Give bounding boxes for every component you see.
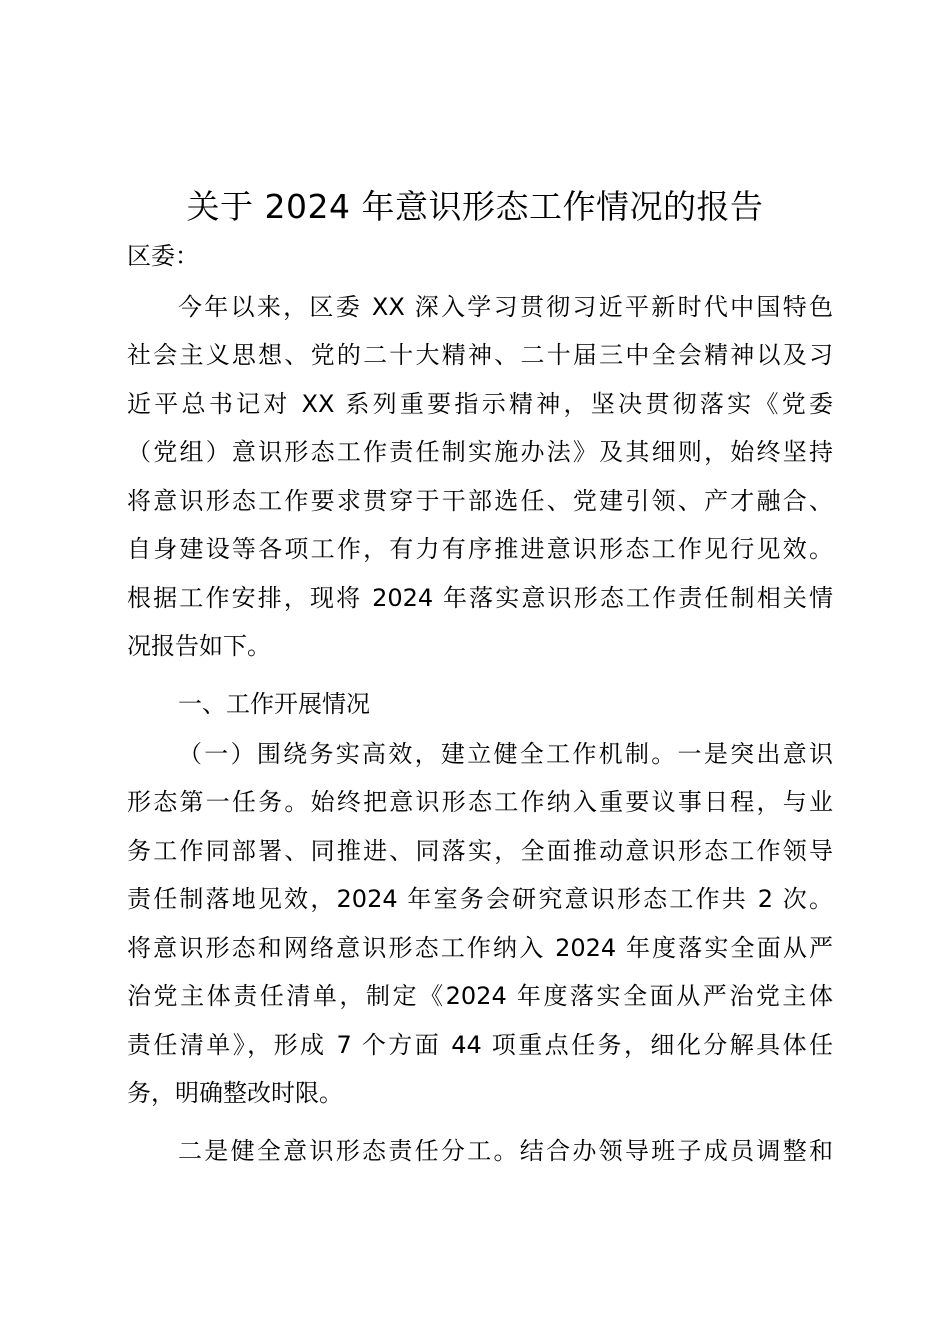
paragraph-line: 根据工作安排，现将 2024 年落实意识形态工作责任制相关情 xyxy=(127,584,833,612)
paragraph-line: 将意识形态工作要求贯穿于干部选任、党建引领、产才融合、 xyxy=(127,487,833,515)
paragraph-line: （党组）意识形态工作责任制实施办法》及其细则，始终坚持 xyxy=(127,438,833,466)
salutation: 区委： xyxy=(127,242,199,270)
paragraph-line: 社会主义思想、党的二十大精神、二十届三中全会精神以及习 xyxy=(127,341,833,369)
paragraph-line: （一）围绕务实高效，建立健全工作机制。一是突出意识 xyxy=(178,740,833,768)
paragraph-line: 自身建设等各项工作，有力有序推进意识形态工作见行见效。 xyxy=(127,535,833,563)
paragraph-line: 务工作同部署、同推进、同落实，全面推动意识形态工作领导 xyxy=(127,837,833,865)
paragraph-line: 二是健全意识形态责任分工。结合办领导班子成员调整和 xyxy=(178,1137,833,1165)
section-heading: 一、工作开展情况 xyxy=(178,690,370,718)
paragraph-line: 形态第一任务。始终把意识形态工作纳入重要议事日程，与业 xyxy=(127,788,833,816)
paragraph-line: 责任制落地见效，2024 年室务会研究意识形态工作共 2 次。 xyxy=(127,885,833,913)
paragraph-line: 况报告如下。 xyxy=(127,632,271,660)
paragraph-line: 近平总书记对 XX 系列重要指示精神，坚决贯彻落实《党委 xyxy=(127,390,833,418)
paragraph-line: 责任清单》，形成 7 个方面 44 项重点任务，细化分解具体任 xyxy=(127,1031,833,1059)
document-title: 关于 2024 年意识形态工作情况的报告 xyxy=(186,187,764,226)
paragraph-line: 治党主体责任清单，制定《2024 年度落实全面从严治党主体 xyxy=(127,982,833,1010)
paragraph-line: 将意识形态和网络意识形态工作纳入 2024 年度落实全面从严 xyxy=(127,934,833,962)
paragraph-line: 务，明确整改时限。 xyxy=(127,1079,343,1107)
paragraph-line: 今年以来，区委 XX 深入学习贯彻习近平新时代中国特色 xyxy=(178,293,833,321)
